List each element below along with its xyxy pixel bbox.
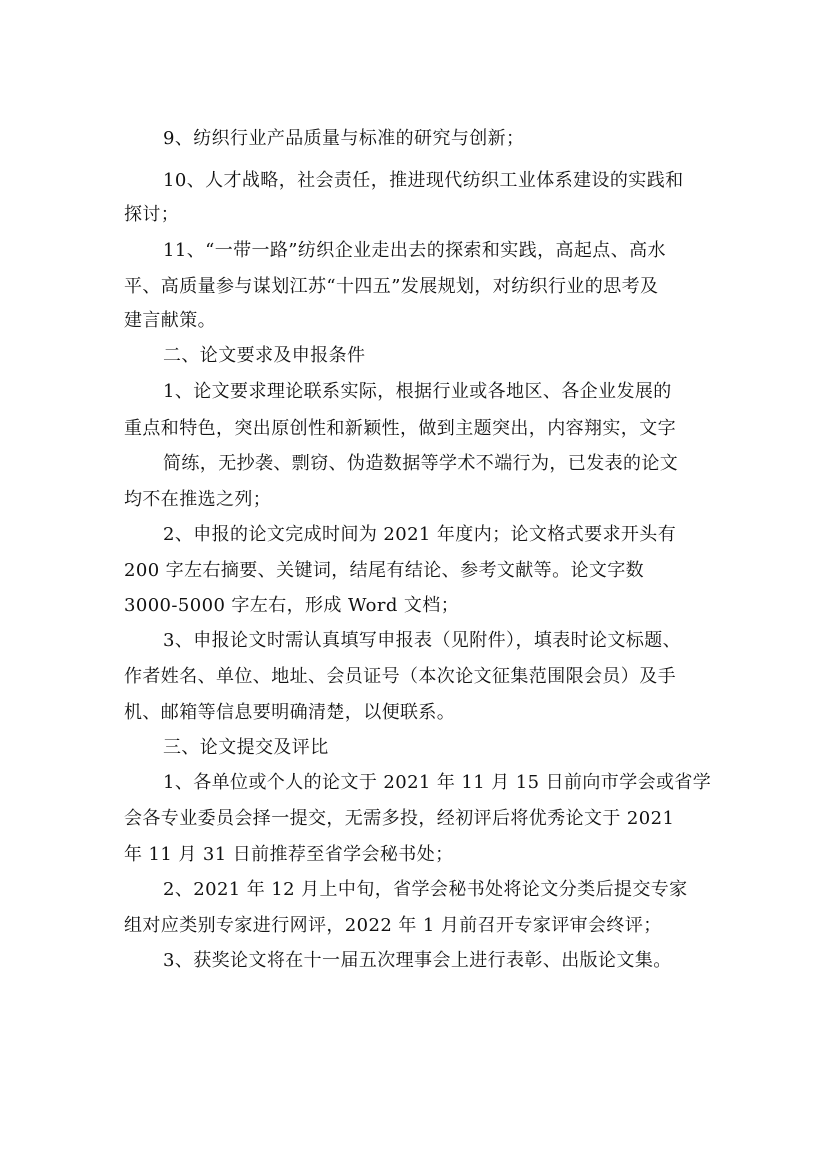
text-line: 2、申报的论文完成时间为 2021 年度内；论文格式要求开头有 — [163, 524, 677, 545]
text-line: 年 11 月 31 日前推荐至省学会秘书处； — [124, 844, 454, 865]
text-line: 10、人才战略，社会责任，推进现代纺织工业体系建设的实践和 — [163, 170, 684, 191]
text-line: 200 字左右摘要、关键词，结尾有结论、参考文献等。论文字数 — [124, 560, 645, 581]
text-line: 1、各单位或个人的论文于 2021 年 11 月 15 日前向市学会或省学 — [163, 772, 712, 793]
text-line: 平、高质量参与谋划江苏“十四五”发展规划，对纺织行业的思考及 — [124, 276, 659, 297]
text-line: 组对应类别专家进行网评，2022 年 1 月前召开专家评审会终评； — [124, 915, 662, 936]
text-line: 3、申报论文时需认真填写申报表（见附件），填表时论文标题、 — [163, 630, 682, 651]
text-line: 均不在推选之列； — [124, 489, 272, 510]
text-line: 简练，无抄袭、剽窃、伪造数据等学术不端行为，已发表的论文 — [163, 453, 679, 474]
text-line: 重点和特色，突出原创性和新颖性，做到主题突出，内容翔实，文字 — [124, 418, 676, 439]
text-line: 9、纺织行业产品质量与标准的研究与创新； — [163, 128, 525, 149]
text-line: 3、获奖论文将在十一届五次理事会上进行表彰、出版论文集。 — [163, 950, 672, 971]
text-line: 3000-5000 字左右，形成 Word 文档； — [124, 595, 460, 616]
section-heading: 三、论文提交及评比 — [163, 737, 329, 758]
text-line: 建言献策。 — [124, 310, 216, 331]
text-line: 探讨； — [124, 204, 180, 225]
text-line: 会各专业委员会择一提交，无需多投，经初评后将优秀论文于 2021 — [124, 808, 675, 829]
text-line: 机、邮箱等信息要明确清楚，以便联系。 — [124, 702, 456, 723]
section-heading: 二、论文要求及申报条件 — [163, 345, 366, 366]
text-line: 作者姓名、单位、地址、会员证号（本次论文征集范围限会员）及手 — [124, 666, 676, 687]
text-line: 1、论文要求理论联系实际，根据行业或各地区、各企业发展的 — [163, 381, 672, 402]
text-line: 2、2021 年 12 月上中旬，省学会秘书处将论文分类后提交专家 — [163, 879, 688, 900]
text-line: 11、“一带一路”纺织企业走出去的探索和实践，高起点、高水 — [163, 240, 666, 261]
